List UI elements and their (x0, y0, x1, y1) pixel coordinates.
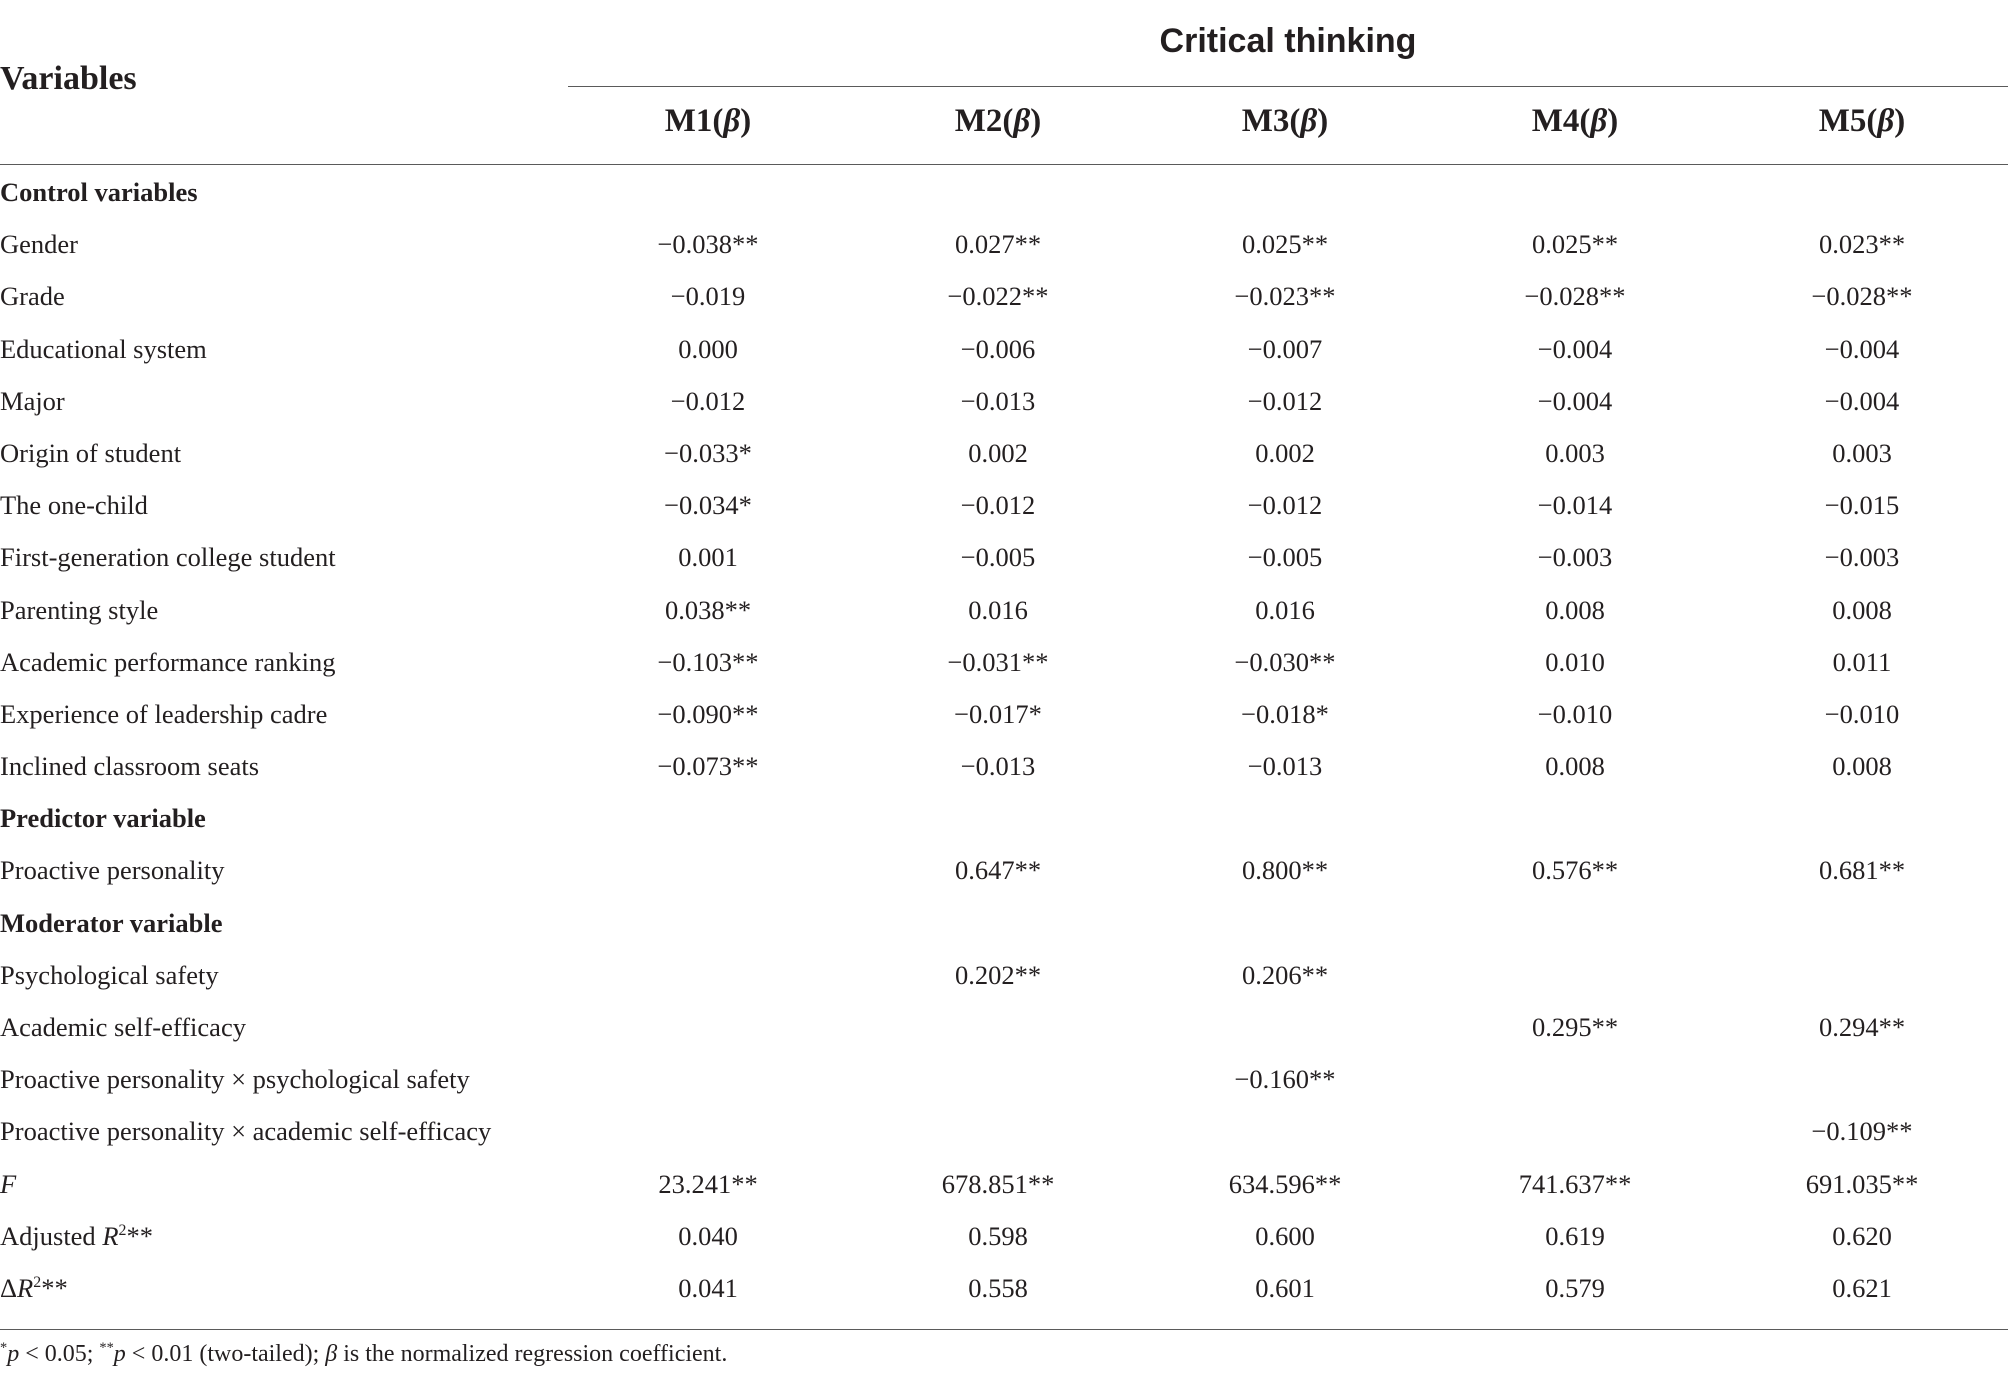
row-label: Gender (0, 229, 78, 260)
cell-m5: 0.003 (1832, 437, 1892, 468)
cell-m1: −0.019 (670, 281, 746, 312)
cell-m5: −0.004 (1824, 333, 1900, 364)
cell-m1: 0.038** (664, 594, 752, 625)
cell-m1: −0.038** (657, 229, 759, 260)
cell-m2: −0.017* (954, 698, 1042, 729)
table-row (0, 688, 2008, 740)
table-footnote: *p < 0.05; **p < 0.01 (two-tailed); β is the normalized regression coefficient. (0, 1340, 728, 1367)
table-row (0, 1210, 2008, 1262)
cell-m4: −0.004 (1537, 385, 1613, 416)
table-row (0, 270, 2008, 322)
table-row (0, 949, 2008, 1001)
section-heading: Moderator variable (0, 907, 223, 938)
row-label: The one-child (0, 490, 148, 521)
table-row (0, 1262, 2008, 1314)
cell-m2: −0.012 (960, 490, 1036, 521)
row-label: Inclined classroom seats (0, 751, 260, 782)
cell-m5: 0.681** (1818, 855, 1906, 886)
cell-m4: 741.637** (1518, 1168, 1632, 1199)
cell-m2: −0.013 (960, 751, 1036, 782)
row-label: Academic self-efficacy (0, 1012, 246, 1042)
table-row (0, 1053, 2008, 1105)
section-row (0, 792, 2008, 844)
cell-m2: −0.013 (960, 385, 1036, 416)
rule-bottom (0, 1329, 2008, 1330)
cell-m3: −0.012 (1247, 385, 1323, 416)
table-title-variables: Variables (0, 60, 137, 97)
table-row (0, 218, 2008, 270)
cell-m5: −0.109** (1811, 1116, 1913, 1147)
row-label: First-generation college student (0, 542, 336, 573)
cell-m4: −0.028** (1524, 281, 1626, 312)
table-row (0, 636, 2008, 688)
cell-m1: −0.033* (664, 437, 752, 468)
column-header-m3: M3(β) (1241, 103, 1329, 139)
cell-m4: 0.619 (1545, 1220, 1605, 1251)
cell-m5: −0.003 (1824, 542, 1900, 573)
table-row (0, 844, 2008, 896)
section-heading: Predictor variable (0, 803, 206, 834)
cell-m5: 0.008 (1832, 594, 1892, 625)
table-row (0, 1158, 2008, 1210)
cell-m4: −0.014 (1537, 490, 1613, 521)
cell-m2: 0.647** (954, 855, 1042, 886)
cell-m2: −0.006 (960, 333, 1036, 364)
cell-m5: −0.004 (1824, 385, 1900, 416)
cell-m2: 0.002 (968, 437, 1028, 468)
section-row (0, 166, 2008, 218)
cell-m4: 0.295** (1531, 1012, 1619, 1042)
cell-m5: 0.620 (1832, 1220, 1892, 1251)
table-row (0, 1105, 2008, 1157)
row-label: Educational system (0, 333, 207, 364)
cell-m3: 0.600 (1255, 1220, 1315, 1251)
cell-m3: 634.596** (1228, 1168, 1342, 1199)
column-header-m2: M2(β) (954, 103, 1042, 139)
cell-m4: 0.008 (1545, 751, 1605, 782)
cell-m3: −0.007 (1247, 333, 1323, 364)
cell-m2: 678.851** (941, 1168, 1055, 1199)
cell-m4: −0.004 (1537, 333, 1613, 364)
cell-m5: 0.023** (1818, 229, 1906, 260)
cell-m1: −0.103** (657, 646, 759, 677)
row-label: Origin of student (0, 437, 182, 468)
table-row (0, 584, 2008, 636)
column-group-title: Critical thinking (1159, 22, 1417, 60)
column-header-m5: M5(β) (1818, 103, 1906, 139)
row-label: Major (0, 385, 65, 416)
row-label: F (0, 1168, 17, 1199)
column-header-m1: M1(β) (664, 103, 752, 139)
row-label: Experience of leadership cadre (0, 698, 328, 729)
cell-m3: −0.160** (1234, 1064, 1336, 1095)
cell-m2: −0.005 (960, 542, 1036, 573)
section-heading: Control variables (0, 177, 198, 207)
cell-m2: 0.558 (968, 1272, 1028, 1303)
cell-m5: 0.621 (1832, 1272, 1892, 1303)
table-row (0, 740, 2008, 792)
row-label: Psychological safety (0, 959, 219, 990)
cell-m3: −0.018* (1241, 698, 1329, 729)
table-row (0, 375, 2008, 427)
cell-m3: 0.601 (1255, 1272, 1315, 1303)
table-body (0, 166, 2008, 1314)
section-row (0, 897, 2008, 949)
row-label: Proactive personality × academic self-efficacy (0, 1116, 492, 1147)
row-label: Proactive personality (0, 855, 225, 886)
cell-m4: −0.010 (1537, 698, 1613, 729)
cell-m1: 0.001 (678, 542, 738, 573)
cell-m1: −0.012 (670, 385, 746, 416)
row-label: Academic performance ranking (0, 646, 336, 677)
cell-m1: −0.034* (664, 490, 752, 521)
cell-m4: 0.003 (1545, 437, 1605, 468)
cell-m2: 0.027** (954, 229, 1042, 260)
cell-m1: −0.073** (657, 751, 759, 782)
table-row (0, 427, 2008, 479)
cell-m5: −0.028** (1811, 281, 1913, 312)
cell-m5: 0.294** (1818, 1012, 1906, 1042)
row-label: Parenting style (0, 594, 159, 625)
cell-m3: −0.013 (1247, 751, 1323, 782)
table-row (0, 479, 2008, 531)
cell-m3: −0.005 (1247, 542, 1323, 573)
cell-m1: 23.241** (658, 1168, 758, 1199)
table-row (0, 531, 2008, 583)
table-row (0, 323, 2008, 375)
cell-m3: −0.023** (1234, 281, 1336, 312)
cell-m2: −0.022** (947, 281, 1049, 312)
cell-m2: 0.016 (968, 594, 1028, 625)
rule-header (0, 164, 2008, 165)
cell-m4: 0.010 (1545, 646, 1605, 677)
cell-m3: 0.800** (1241, 855, 1329, 886)
cell-m4: 0.008 (1545, 594, 1605, 625)
cell-m3: 0.025** (1241, 229, 1329, 260)
cell-m1: 0.041 (678, 1272, 738, 1303)
row-label: Grade (0, 281, 65, 312)
cell-m3: 0.206** (1241, 959, 1329, 990)
cell-m2: 0.202** (954, 959, 1042, 990)
cell-m5: 0.011 (1832, 646, 1892, 677)
cell-m4: 0.025** (1531, 229, 1619, 260)
cell-m5: 691.035** (1805, 1168, 1919, 1199)
row-label: $\Delta R^2**$ (0, 1272, 68, 1303)
cell-m2: −0.031** (947, 646, 1049, 677)
cell-m5: −0.015 (1824, 490, 1900, 521)
cell-m3: −0.030** (1234, 646, 1336, 677)
cell-m5: −0.010 (1824, 698, 1900, 729)
cell-m3: 0.002 (1255, 437, 1315, 468)
cell-m2: 0.598 (968, 1220, 1028, 1251)
cell-m1: 0.000 (678, 333, 738, 364)
row-label: Adjusted $R^2**$ (0, 1220, 153, 1251)
cell-m4: 0.579 (1545, 1272, 1605, 1303)
cell-m1: 0.040 (678, 1220, 738, 1251)
rule-group (568, 86, 2008, 87)
cell-m4: −0.003 (1537, 542, 1613, 573)
cell-m3: 0.016 (1255, 594, 1315, 625)
column-header-m4: M4(β) (1531, 103, 1619, 139)
row-label: Proactive personality × psychological safety (0, 1064, 470, 1095)
cell-m4: 0.576** (1531, 855, 1619, 886)
cell-m5: 0.008 (1832, 751, 1892, 782)
table-row (0, 1001, 2008, 1053)
cell-m1: −0.090** (657, 698, 759, 729)
cell-m3: −0.012 (1247, 490, 1323, 521)
